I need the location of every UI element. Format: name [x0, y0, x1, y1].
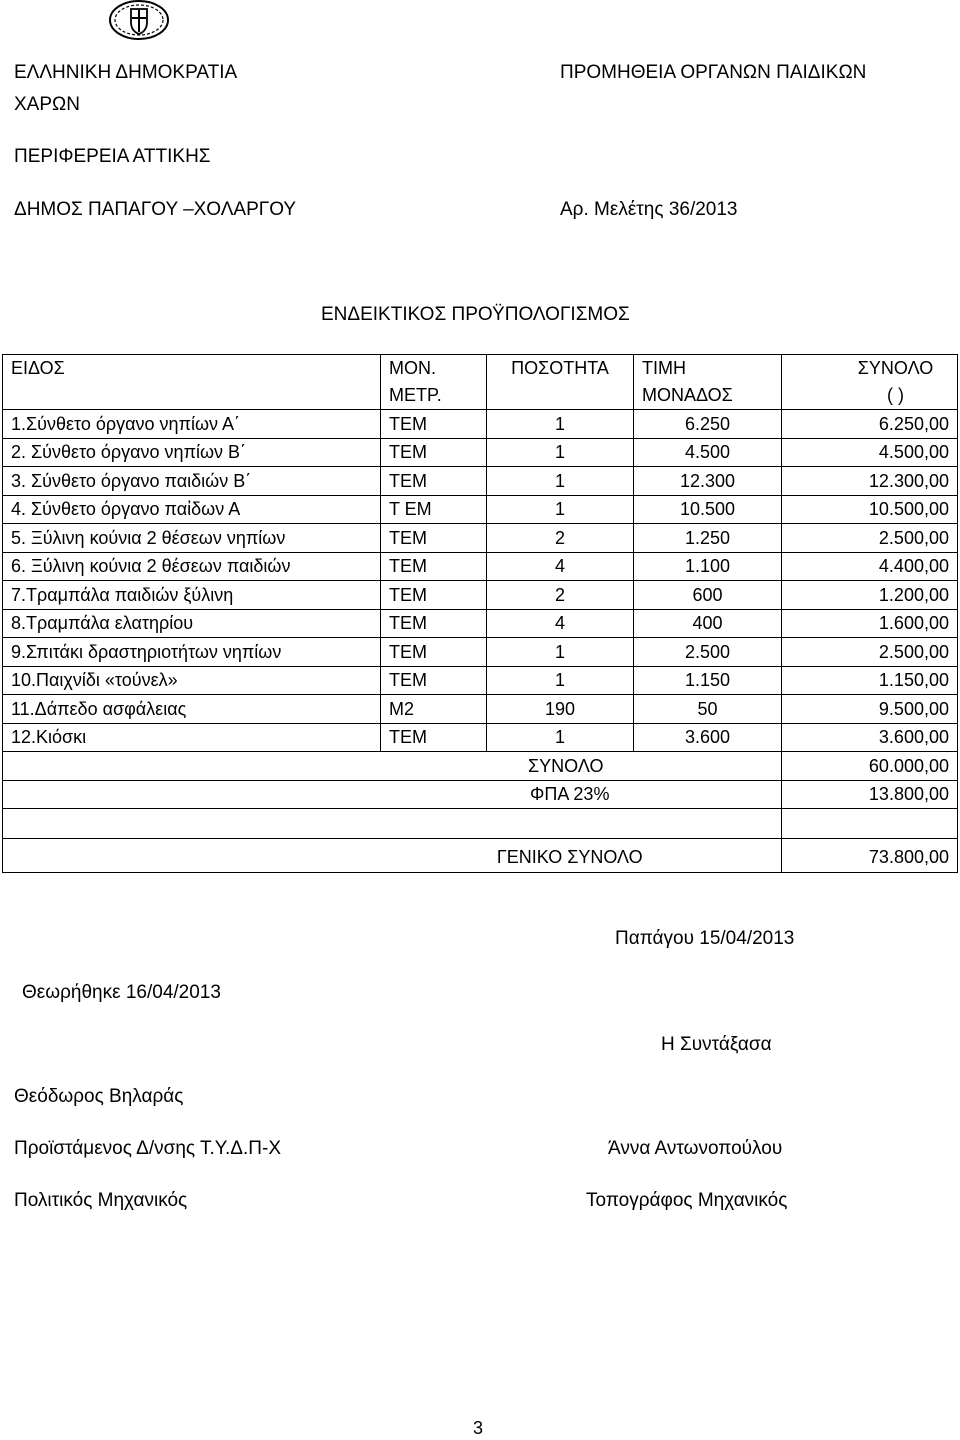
cell-item: 8.Τραμπάλα ελατηρίου	[3, 609, 381, 638]
cell-item: 2. Σύνθετο όργανο νηπίων Β΄	[3, 438, 381, 467]
cell-unit: ΤΕΜ	[381, 581, 487, 610]
column-header-total-line2: ( )	[887, 385, 904, 405]
reviewed-date: Θεωρήθηκε 16/04/2013	[22, 982, 221, 1003]
cell-quantity: 1	[487, 438, 634, 467]
header-republic: ΕΛΛΗΝΙΚΗ ΔΗΜΟΚΡΑΤΙΑ	[14, 62, 238, 83]
cell-quantity: 190	[487, 695, 634, 724]
budget-title: ΕΝΔΕΙΚΤΙΚΟΣ ΠΡΟΫΠΟΛΟΓΙΣΜΟΣ	[321, 304, 630, 325]
table-row	[3, 552, 958, 581]
cell-unit: ΤΕΜ	[381, 438, 487, 467]
cell-unit: ΤΕΜ	[381, 638, 487, 667]
empty-cell	[381, 809, 782, 839]
header-region: ΠΕΡΙΦΕΡΕΙΑ ΑΤΤΙΚΗΣ	[14, 146, 211, 167]
reviewer-profession: Πολιτικός Μηχανικός	[14, 1190, 188, 1211]
cell-total: 2.500,00	[782, 638, 958, 667]
column-header-unit-line1: ΜΟΝ.	[389, 358, 436, 378]
cell-total: 4.500,00	[782, 438, 958, 467]
cell-unit: ΤΕΜ	[381, 666, 487, 695]
cell-price: 1.150	[634, 666, 782, 695]
table-row	[3, 467, 958, 496]
table-row	[3, 638, 958, 667]
empty-cell	[3, 809, 381, 839]
cell-price: 1.250	[634, 524, 782, 553]
cell-item: 1.Σύνθετο όργανο νηπίων Α΄	[3, 410, 381, 439]
column-header-price-line2: ΜΟΝΑΔΟΣ	[642, 385, 733, 405]
cell-quantity: 2	[487, 581, 634, 610]
vat-value: 13.800,00	[782, 780, 958, 809]
cell-item: 12.Κιόσκι	[3, 723, 381, 752]
cell-price: 12.300	[634, 467, 782, 496]
cell-unit: ΤΕΜ	[381, 467, 487, 496]
cell-item: 9.Σπιτάκι δραστηριοτήτων νηπίων	[3, 638, 381, 667]
cell-item: 6. Ξύλινη κούνια 2 θέσεων παιδιών	[3, 552, 381, 581]
header-republic-line2: ΧΑΡΩΝ	[14, 94, 80, 115]
cell-quantity: 1	[487, 495, 634, 524]
table-row	[3, 695, 958, 724]
cell-unit: ΤΕΜ	[381, 552, 487, 581]
cell-total: 10.500,00	[782, 495, 958, 524]
table-row	[3, 609, 958, 638]
cell-quantity: 1	[487, 666, 634, 695]
column-header-unit	[381, 355, 487, 410]
column-header-item: ΕΙΔΟΣ	[3, 355, 381, 410]
vat-row	[3, 780, 958, 809]
cell-item: 5. Ξύλινη κούνια 2 θέσεων νηπίων	[3, 524, 381, 553]
cell-quantity: 4	[487, 552, 634, 581]
cell-unit: ΤΕΜ	[381, 524, 487, 553]
cell-total: 2.500,00	[782, 524, 958, 553]
author-profession: Τοπογράφος Μηχανικός	[586, 1190, 788, 1211]
cell-total: 1.150,00	[782, 666, 958, 695]
column-header-total-line1: ΣΥΝΟΛΟ	[857, 358, 934, 378]
column-header-total	[782, 355, 958, 410]
cell-quantity: 1	[487, 410, 634, 439]
cell-total: 1.200,00	[782, 581, 958, 610]
cell-total: 3.600,00	[782, 723, 958, 752]
cell-total: 6.250,00	[782, 410, 958, 439]
column-header-unit-line2: ΜΕΤΡ.	[389, 385, 442, 405]
reviewer-name: Θεόδωρος Βηλαράς	[14, 1086, 184, 1107]
table-row	[3, 438, 958, 467]
cell-quantity: 4	[487, 609, 634, 638]
subtotal-value: 60.000,00	[782, 752, 958, 781]
vat-spacer	[3, 780, 381, 809]
empty-cell	[782, 809, 958, 839]
page-number: 3	[473, 1418, 484, 1438]
cell-total: 12.300,00	[782, 467, 958, 496]
project-title: ΠΡΟΜΗΘΕΙΑ ΟΡΓΑΝΩΝ ΠΑΙΔΙΚΩΝ	[560, 62, 867, 83]
empty-row	[3, 809, 958, 839]
author-role: Η Συντάξασα	[661, 1034, 772, 1055]
table-row	[3, 495, 958, 524]
cell-price: 3.600	[634, 723, 782, 752]
cell-price: 600	[634, 581, 782, 610]
cell-item: 11.Δάπεδο ασφάλειας	[3, 695, 381, 724]
study-number: Αρ. Μελέτης 36/2013	[560, 199, 738, 220]
cell-total: 9.500,00	[782, 695, 958, 724]
table-row	[3, 524, 958, 553]
cell-item: 4. Σύνθετο όργανο παἰδων Α	[3, 495, 381, 524]
cell-quantity: 1	[487, 723, 634, 752]
author-name: Άννα Αντωνοπούλου	[608, 1138, 783, 1159]
cell-price: 6.250	[634, 410, 782, 439]
cell-price: 50	[634, 695, 782, 724]
cell-quantity: 2	[487, 524, 634, 553]
cell-quantity: 1	[487, 467, 634, 496]
budget-table	[2, 354, 958, 873]
vat-label: ΦΠΑ 23%	[381, 780, 782, 809]
column-header-quantity: ΠΟΣΟΤΗΤΑ	[487, 355, 634, 410]
table-row	[3, 410, 958, 439]
grand-total-row	[3, 839, 958, 873]
table-header-row	[3, 355, 958, 410]
cell-unit: ΤΕΜ	[381, 410, 487, 439]
table-body	[3, 410, 958, 752]
cell-price: 4.500	[634, 438, 782, 467]
subtotal-label: ΣΥΝΟΛΟ	[381, 752, 782, 781]
coat-of-arms-emblem	[108, 0, 170, 42]
subtotal-row	[3, 752, 958, 781]
column-header-price	[634, 355, 782, 410]
cell-price: 10.500	[634, 495, 782, 524]
cell-total: 4.400,00	[782, 552, 958, 581]
table-row	[3, 581, 958, 610]
subtotal-spacer	[3, 752, 381, 781]
cell-total: 1.600,00	[782, 609, 958, 638]
cell-item: 7.Τραμπάλα παιδιών ξύλινη	[3, 581, 381, 610]
reviewer-title: Προϊστάμενος Δ/νσης Τ.Υ.Δ.Π-Χ	[14, 1138, 282, 1159]
place-date: Παπάγου 15/04/2013	[615, 928, 795, 949]
cell-quantity: 1	[487, 638, 634, 667]
cell-price: 400	[634, 609, 782, 638]
table-row	[3, 723, 958, 752]
column-header-price-line1: ΤΙΜΗ	[642, 358, 686, 378]
cell-price: 1.100	[634, 552, 782, 581]
cell-item: 10.Παιχνίδι «τούνελ»	[3, 666, 381, 695]
cell-unit: Τ ΕΜ	[381, 495, 487, 524]
cell-unit: Μ2	[381, 695, 487, 724]
cell-price: 2.500	[634, 638, 782, 667]
grand-total-spacer	[3, 839, 381, 873]
grand-total-label: ΓΕΝΙΚΟ ΣΥΝΟΛΟ	[381, 839, 782, 873]
grand-total-value: 73.800,00	[782, 839, 958, 873]
header-municipality: ΔΗΜΟΣ ΠΑΠΑΓΟΥ –ΧΟΛΑΡΓΟΥ	[14, 199, 297, 220]
table-row	[3, 666, 958, 695]
cell-unit: ΤΕΜ	[381, 723, 487, 752]
cell-unit: ΤΕΜ	[381, 609, 487, 638]
cell-item: 3. Σύνθετο όργανο παιδιών Β΄	[3, 467, 381, 496]
